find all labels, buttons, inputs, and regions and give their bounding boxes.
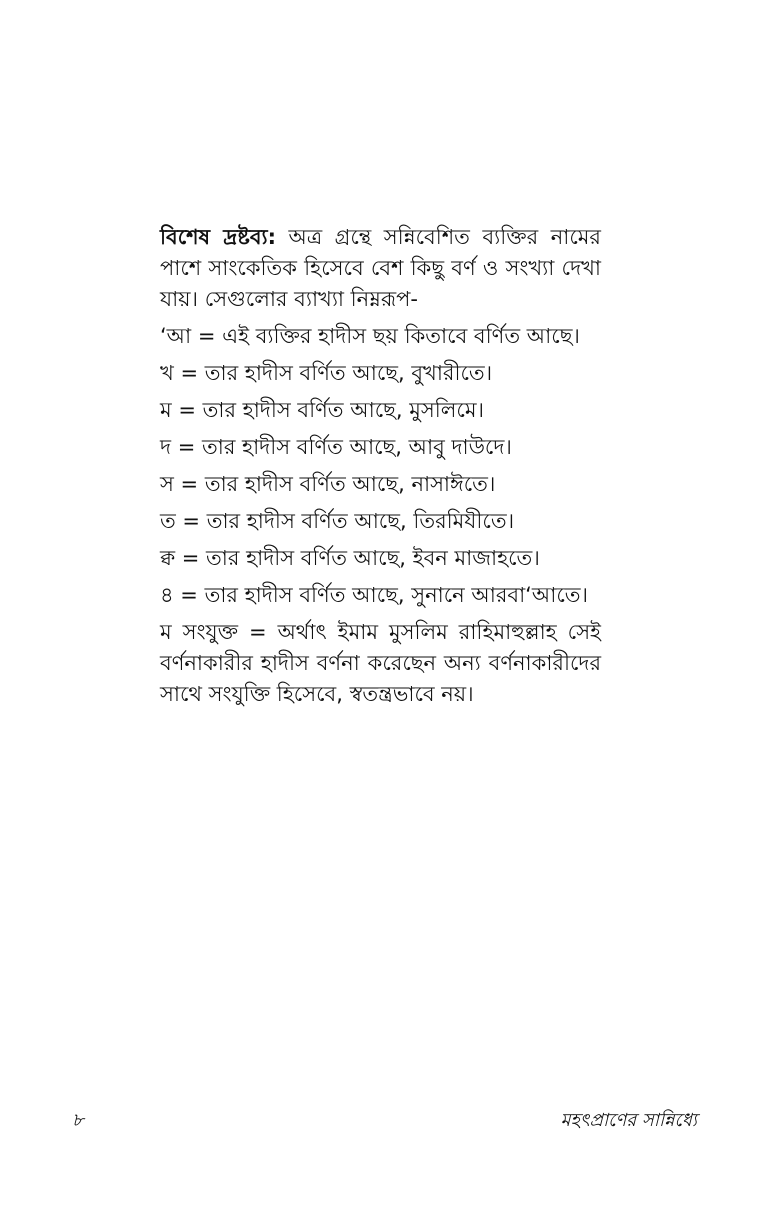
page-content (160, 222, 601, 710)
legend-item-tirmidhi: ত = তার হাদীস বর্ণিত আছে, তিরমিযীতে। (160, 509, 515, 533)
legend-item-bukhari: খ = তার হাদীস বর্ণিত আছে, বুখারীতে। (160, 361, 493, 385)
intro-paragraph (160, 222, 601, 315)
intro-heading: বিশেষ দ্রষ্টব্য: (160, 225, 277, 249)
intro-text: অত্র গ্রন্থে সন্নিবেশিত ব্যক্তির নামের পাশে সাংকেতিক হিসেবে বেশ কিছু বর্ণ ও সংখ্যা দেখা যায়। সেগুলোর ব্যাখ্যা নিম্নরূপ- (160, 225, 601, 311)
legend-list (160, 321, 601, 611)
legend-item-ibn-majah: ক্ব = তার হাদীস বর্ণিত আছে, ইবন মাজাহতে। (160, 546, 540, 570)
legend-item-muslim: ম = তার হাদীস বর্ণিত আছে, মুসলিমে। (160, 398, 485, 422)
legend-item-four-sunan: ৪ = তার হাদীস বর্ণিত আছে, সুনানে আরবা‘আতে। (160, 583, 589, 607)
legend-item-abu-dawud: দ = তার হাদীস বর্ণিত আছে, আবু দাউদে। (160, 435, 512, 459)
note-paragraph: ম সংযুক্ত = অর্থাৎ ইমাম মুসলিম রাহিমাহুল্লাহ সেই বর্ণনাকারীর হাদীস বর্ণনা করেছেন অন্য বর্ণনাকারীদের সাথে সংযুক্তি হিসেবে, স্বতন্ত্রভাবে নয়। (160, 620, 601, 706)
legend-item-six-books: ‘আ = এই ব্যক্তির হাদীস ছয় কিতাবে বর্ণিত আছে। (160, 324, 580, 348)
page-number: ৮ (72, 1110, 84, 1131)
legend-item-nasai: স = তার হাদীস বর্ণিত আছে, নাসাঈতে। (160, 472, 496, 496)
running-title: মহৎপ্রাণের সান্নিধ্যে (560, 1110, 697, 1131)
